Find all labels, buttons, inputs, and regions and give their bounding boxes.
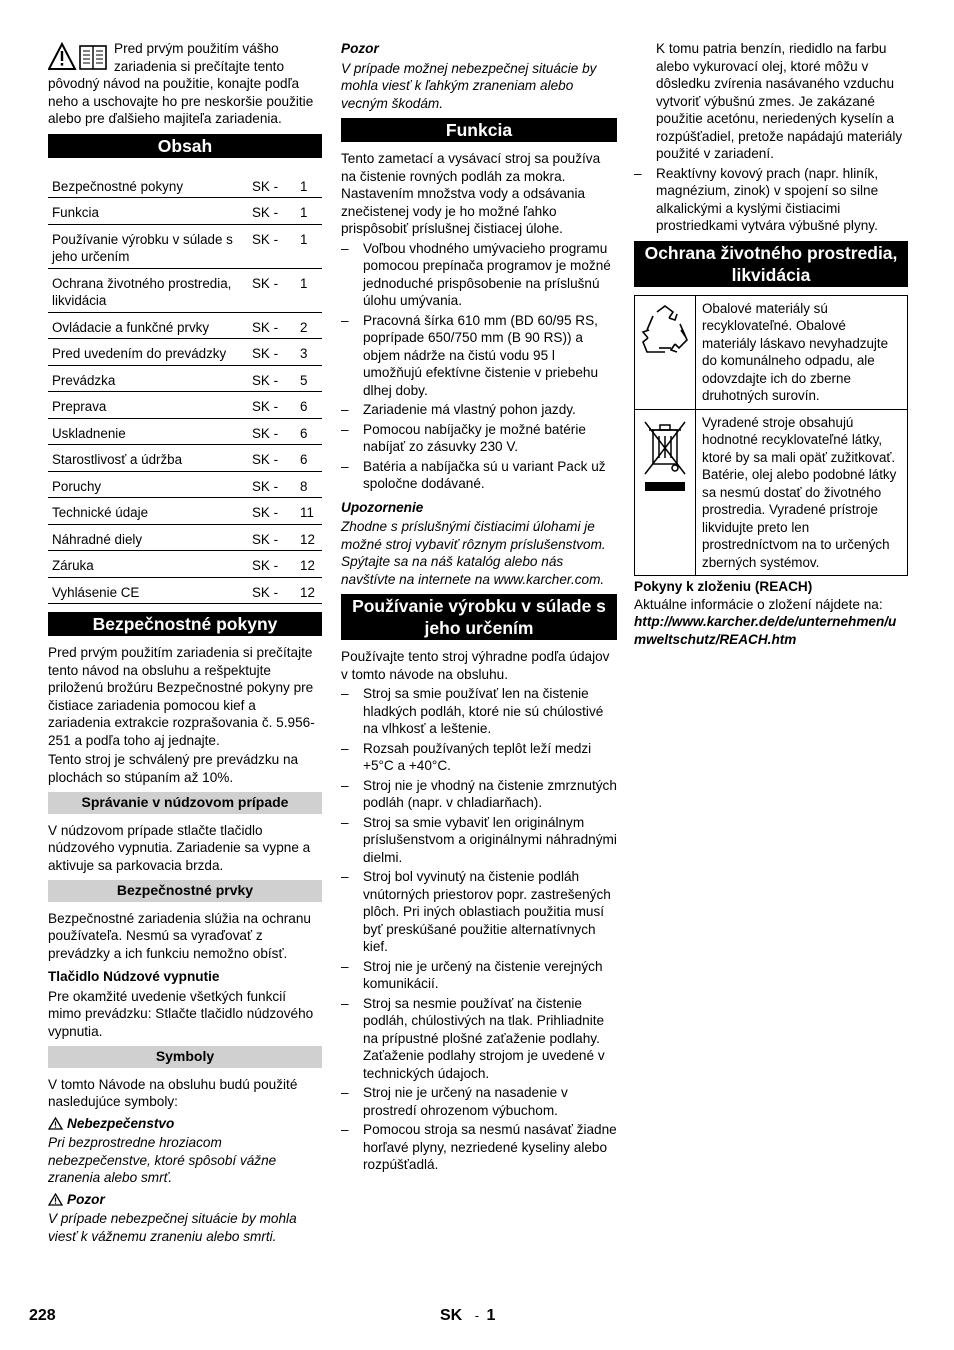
caution-label: Pozor <box>341 41 379 56</box>
toc-sk: SK - <box>250 471 296 498</box>
column-1 <box>48 40 322 1247</box>
toc-page: 6 <box>296 418 322 445</box>
footer-section-page: 1 <box>486 1307 496 1324</box>
toc-sk: SK - <box>250 172 296 198</box>
toc-row <box>48 268 322 312</box>
toc-row <box>48 498 322 525</box>
function-text: Tento zametací a vysávací stroj sa používa na čistenie rovných podláh za mokra. Nastavením množstva vody a odsávania znečistenej vody je ho možné ľahko prispôsobiť príslušnej čistiacej úlohe. <box>341 151 601 236</box>
toc-page: 6 <box>296 392 322 419</box>
safety-heading: Bezpečnostné pokyny <box>48 612 322 636</box>
toc-sk: SK - <box>250 198 296 225</box>
toc-sk: SK - <box>250 577 296 604</box>
intended-use-text: Používajte tento stroj výhradne podľa údajov v tomto návode na obsluhu. <box>341 649 610 682</box>
toc-row <box>48 339 322 366</box>
function-list-item: – Zariadenie má vlastný pohon jazdy. <box>341 401 617 419</box>
toc-title: Bezpečnostné pokyny <box>48 172 250 198</box>
warning-text: V prípade nebezpečnej situácie by mohla viesť k vážnemu zraneniu alebo smrti. <box>48 1211 297 1244</box>
note-label: Upozornenie <box>341 499 424 515</box>
env-recycle-text: Obalové materiály sú recyklovateľné. Obalové materiály láskavo nevyhadzujte do komunálneho odpadu, ale odovzdajte ich do zberne druhotných surovín. <box>696 295 908 409</box>
intended-use-item: – Rozsah používaných teplôt leží medzi +5°C a +40°C. <box>341 740 617 775</box>
toc-page: 2 <box>296 312 322 339</box>
function-list <box>341 240 617 493</box>
intended-use-item: – Stroj nie je určený na čistenie verejných komunikácií. <box>341 958 617 993</box>
function-list-item: – Pracovná šírka 610 mm (BD 60/95 RS, poprípade 650/750 mm (B 90 RS)) a objem nádrže na čistú vodu 95 l umožňujú efektívne čistenie v priebehu dlhej doby. <box>341 312 617 400</box>
toc-title: Pred uvedením do prevádzky <box>48 339 250 366</box>
toc-row <box>48 198 322 225</box>
toc-title: Uskladnenie <box>48 418 250 445</box>
warning-label-row <box>48 1191 322 1209</box>
toc-row <box>48 418 322 445</box>
toc-row <box>48 365 322 392</box>
toc-sk: SK - <box>250 392 296 419</box>
toc-title: Prevádzka <box>48 365 250 392</box>
env-row-recycle <box>635 295 908 409</box>
toc-page: 1 <box>296 198 322 225</box>
environment-heading: Ochrana životného prostredia, likvidácia <box>634 241 908 287</box>
toc-sk: SK - <box>250 551 296 578</box>
toc-title: Používanie výrobku v súlade s jeho určením <box>48 224 250 268</box>
caution-text: V prípade možnej nebezpečnej situácie by mohla viesť k ľahkým zraneniam alebo vecným škodám. <box>341 60 597 111</box>
toc-sk: SK - <box>250 339 296 366</box>
note-text-2: Spýtajte sa na náš katalóg alebo nás navštívte na internete na www.karcher.com. <box>341 554 605 587</box>
recycle-icon <box>635 295 696 409</box>
toc-page: 5 <box>296 365 322 392</box>
reach-title: Pokyny k zloženiu (REACH) <box>634 579 813 594</box>
reach-text: Aktuálne informácie o zložení nájdete na: <box>634 596 883 612</box>
intended-use-item: – Stroj bol vyvinutý na čistenie podláh vnútorných priestorov popr. zastrešených plôch. Pri iných oblastiach použitia musí byť preskúšané použitie alternatívnych kief. <box>341 868 617 956</box>
function-heading: Funkcia <box>341 118 617 142</box>
toc-heading: Obsah <box>48 134 322 158</box>
toc-title: Ochrana životného prostredia, likvidácia <box>48 268 250 312</box>
footer-lang: SK <box>440 1307 463 1324</box>
toc-title: Technické údaje <box>48 498 250 525</box>
reach-link[interactable]: http://www.karcher.de/de/unternehmen/umweltschutz/REACH.htm <box>634 614 897 647</box>
toc-row <box>48 172 322 198</box>
warning-triangle-icon <box>48 1117 63 1130</box>
intro-block <box>48 40 322 128</box>
toc-title: Náhradné diely <box>48 524 250 551</box>
toc-page: 1 <box>296 268 322 312</box>
env-disposal-text: Vyradené stroje obsahujú hodnotné recyklovateľné látky, ktoré by sa mali opäť zužitkovať. Batérie, olej alebo podobné látky sa nesmú dostať do životného prostredia. Vyradené prístroje likvidujte preto len prostredníctvom na to určených zberných systémov. <box>696 409 908 576</box>
toc-sk: SK - <box>250 268 296 312</box>
intended-use-item: – Stroj sa nesmie používať na čistenie podláh, chúlostivých na tlak. Prihliadnite na prípustné plošné zaťaženie podlahy. Zaťaženie podlahy strojom je uvedené v technických údajoch. <box>341 995 617 1083</box>
toc-title: Preprava <box>48 392 250 419</box>
toc-table <box>48 172 322 605</box>
continued-list <box>634 165 908 235</box>
intended-use-item: – Stroj nie je vhodný na čistenie zmrznutých podláh (napr. v chladiarňach). <box>341 777 617 812</box>
symbols-text: V tomto Návode na obsluhu budú použité nasledujúce symboly: <box>48 1076 298 1109</box>
toc-row <box>48 445 322 472</box>
toc-title: Starostlivosť a údržba <box>48 445 250 472</box>
intended-use-item: – Stroj nie je určený na nasadenie v prostredí ohrozenom výbuchom. <box>341 1084 617 1119</box>
warning-triangle-icon <box>48 1193 63 1206</box>
footer-separator: - <box>474 1308 480 1323</box>
function-list-item: – Voľbou vhodného umývacieho programu pomocou prepínača programov je možné jednoduché prispôsobenie na príslušnú úlohu umývania. <box>341 240 617 310</box>
toc-page: 3 <box>296 339 322 366</box>
note-text-1: Zhodne s príslušnými čistiacimi úlohami je možné stroj vybaviť rôznym príslušenstvom. <box>341 519 606 552</box>
danger-label-row <box>48 1115 322 1133</box>
warning-label: Pozor <box>67 1191 105 1207</box>
toc-page: 1 <box>296 224 322 268</box>
danger-label: Nebezpečenstvo <box>67 1115 175 1131</box>
estop-title: Tlačidlo Núdzové vypnutie <box>48 969 220 984</box>
toc-sk: SK - <box>250 445 296 472</box>
symbols-heading: Symboly <box>48 1046 322 1068</box>
toc-page: 8 <box>296 471 322 498</box>
toc-page: 6 <box>296 445 322 472</box>
column-3 <box>634 40 908 650</box>
toc-sk: SK - <box>250 312 296 339</box>
safety-text-1: Pred prvým použitím zariadenia si prečítajte tento návod na obsluhu a rešpektujte priloženú brožúru Bezpečnostné pokyny pre čistiace zariadenia pomocou kief a zariadenia extrakcie rozprašovania č. 5.956-251 a podľa toho aj jednajte. <box>48 645 315 748</box>
toc-row <box>48 224 322 268</box>
safety-devices-text: Bezpečnostné zariadenia slúžia na ochranu používateľa. Nesmú sa vyraďovať z prevádzky a ich funkciu nemožno obísť. <box>48 910 311 961</box>
toc-row <box>48 577 322 604</box>
column-2 <box>341 40 617 1176</box>
toc-sk: SK - <box>250 498 296 525</box>
intended-use-heading: Používanie výrobku v súlade s jeho určením <box>341 594 617 640</box>
estop-text: Pre okamžité uvedenie všetkých funkcií mimo prevádzku: Stlačte tlačidlo núdzového vypnutia. <box>48 988 314 1039</box>
danger-text: Pri bezprostredne hroziacom nebezpečenstve, ktoré spôsobí vážne zranenia alebo smrť. <box>48 1135 277 1185</box>
toc-sk: SK - <box>250 365 296 392</box>
emergency-heading: Správanie v núdzovom prípade <box>48 792 322 814</box>
continued-list-item: – Reaktívny kovový prach (napr. hliník, magnézium, zinok) v spojení so silne alkalickými a kyslými čistiacimi prostriedkami vytvára výbušné plyny. <box>634 165 908 235</box>
toc-title: Poruchy <box>48 471 250 498</box>
emergency-text: V núdzovom prípade stlačte tlačidlo núdzového vypnutia. Zariadenie sa vypne a aktivuje sa parkovacia brzda. <box>48 822 311 873</box>
function-list-item: – Pomocou nabíjačky je možné batérie nabíjať zo zásuvky 230 V. <box>341 421 617 456</box>
toc-row <box>48 312 322 339</box>
toc-sk: SK - <box>250 418 296 445</box>
toc-title: Záruka <box>48 551 250 578</box>
toc-row <box>48 471 322 498</box>
toc-title: Ovládacie a funkčné prvky <box>48 312 250 339</box>
intro-text: Pred prvým použitím vášho zariadenia si prečítajte tento pôvodný návod na použitie, konajte podľa neho a uschovajte ho pre neskoršie použitie alebo pre ďalšieho majiteľa zariadenia. <box>48 41 314 126</box>
function-list-item: – Batéria a nabíjačka sú u variant Pack už spoločne dodávané. <box>341 458 617 493</box>
intended-use-item: – Pomocou stroja sa nesmú nasávať žiadne horľavé plyny, nezriedené kyseliny alebo rozpúšťadlá. <box>341 1121 617 1174</box>
toc-page: 1 <box>296 172 322 198</box>
toc-sk: SK - <box>250 524 296 551</box>
intended-use-item: – Stroj sa smie vybaviť len originálnym príslušenstvom a originálnymi náhradnými dielmi. <box>341 814 617 867</box>
toc-page: 12 <box>296 551 322 578</box>
toc-page: 11 <box>296 498 322 525</box>
toc-sk: SK - <box>250 224 296 268</box>
footer-section <box>440 1307 495 1325</box>
page-number: 228 <box>29 1307 56 1324</box>
toc-row <box>48 551 322 578</box>
toc-page: 12 <box>296 577 322 604</box>
continued-text: K tomu patria benzín, riedidlo na farbu alebo vykurovací olej, ktoré môžu v dôsledku zvírenia nasávaného vzduchu vytvoriť výbušnú zmes. Je zakázané použitie acetónu, neriedených kyselín a rozpúšťadiel, pretože napádajú materiály použité v zariadení. <box>656 41 903 161</box>
toc-row <box>48 524 322 551</box>
warning-manual-icons <box>48 42 110 72</box>
toc-row <box>48 392 322 419</box>
intended-use-list <box>341 685 617 1174</box>
env-row-disposal <box>635 409 908 576</box>
intended-use-item: – Stroj sa smie používať len na čistenie hladkých podláh, ktoré nie sú chúlostivé na vlhkosť a leštenie. <box>341 685 617 738</box>
crossed-bin-icon <box>635 409 696 576</box>
toc-page: 12 <box>296 524 322 551</box>
toc-title: Vyhlásenie CE <box>48 577 250 604</box>
safety-devices-heading: Bezpečnostné prvky <box>48 880 322 902</box>
environment-table <box>634 295 908 577</box>
toc-title: Funkcia <box>48 198 250 225</box>
safety-text-2: Tento stroj je schválený pre prevádzku na plochách so stúpaním až 10%. <box>48 752 299 785</box>
